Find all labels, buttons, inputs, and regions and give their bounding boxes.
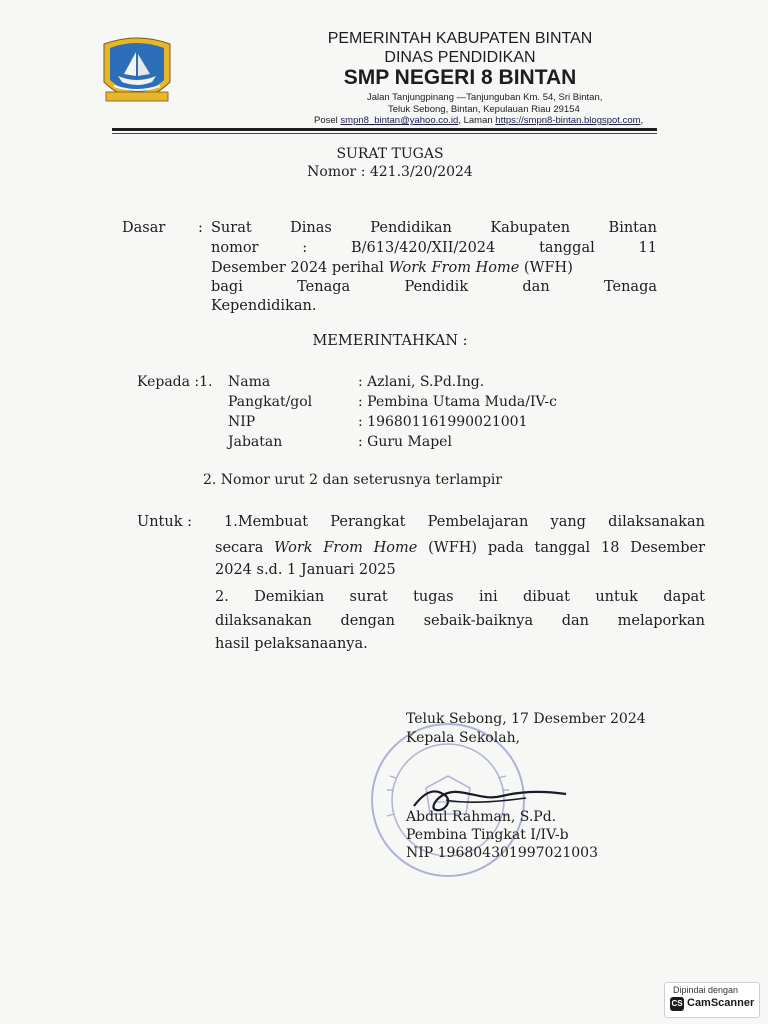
signatory-rank: Pembina Tingkat I/IV-b	[406, 827, 569, 843]
untuk-line-2	[215, 540, 705, 556]
field-value-nip: : 196801161990021001	[358, 414, 528, 430]
untuk-line-4: 2. Demikian surat tugas ini dibuat untuk dapat	[215, 589, 705, 605]
untuk-line-3: 2024 s.d. 1 Januari 2025	[215, 562, 396, 578]
website-link[interactable]: https://smpn8-bintan.blogspot.com	[495, 115, 641, 126]
letterhead-contact-line	[314, 115, 643, 126]
field-value-nama: : Azlani, S.Pd.Ing.	[358, 374, 485, 390]
untuk-line-5: dilaksanakan dengan sebaik-baiknya dan melaporkan	[215, 613, 705, 629]
untuk-line-2-pre: secara	[215, 540, 275, 556]
field-label-jabatan: Jabatan	[228, 434, 283, 450]
field-label-nip: NIP	[228, 414, 256, 430]
signature-place-date: Teluk Sebong, 17 Desember 2024	[406, 711, 646, 727]
dasar-line-5: Kependidikan.	[211, 298, 317, 314]
contact-suffix: ,	[640, 115, 644, 126]
dasar-label: Dasar	[122, 220, 166, 236]
untuk-line-2-italic: Work From Home	[274, 540, 418, 556]
dasar-colon: :	[198, 220, 203, 236]
untuk-line-2-post: (WFH) pada tanggal 18 Desember	[417, 540, 705, 556]
command-heading: MEMERINTAHKAN :	[312, 333, 468, 349]
dasar-line-3-pre: Desember 2024 perihal	[211, 260, 389, 276]
signature-position: Kepala Sekolah,	[406, 730, 521, 746]
document-number: Nomor : 421.3/20/2024	[307, 164, 473, 180]
dasar-line-3	[211, 260, 657, 276]
dasar-line-3-post: (WFH)	[519, 260, 573, 276]
signatory-name: Abdul Rahman, S.Pd.	[406, 809, 557, 825]
kepada-label: Kepada :1.	[137, 374, 213, 390]
letterhead-address-line1: Jalan Tanjungpinang —Tanjunguban Km. 54, Sri Bintan,	[367, 92, 603, 103]
dasar-line-3-italic: Work From Home	[388, 260, 520, 276]
dasar-line-2: nomor : B/613/420/XII/2024 tanggal 11	[211, 240, 657, 256]
field-value-jabatan: : Guru Mapel	[358, 434, 452, 450]
scanner-caption: Dipindai dengan	[673, 985, 739, 995]
field-label-nama: Nama	[228, 374, 271, 390]
document-title: SURAT TUGAS	[336, 146, 444, 162]
letterhead-address-line2: Teluk Sebong, Bintan, Kepulauan Riau 29154	[388, 104, 580, 115]
scanner-brand-name: CamScanner	[687, 997, 755, 1009]
letterhead-government: PEMERINTAH KABUPATEN BINTAN	[327, 30, 593, 47]
dasar-line-1: Surat Dinas Pendidikan Kabupaten Bintan	[211, 220, 657, 236]
untuk-label: Untuk :	[137, 514, 193, 530]
letterhead-school-name: SMP NEGERI 8 BINTAN	[343, 66, 577, 89]
dasar-line-4: bagi Tenaga Pendidik dan Tenaga	[211, 279, 657, 295]
district-logo-icon	[96, 30, 178, 112]
letterhead-department: DINAS PENDIDIKAN	[384, 49, 536, 66]
email-link[interactable]: smpn8_bintan@yahoo.co.id	[340, 115, 459, 126]
kepada-item-2: 2. Nomor urut 2 dan seterusnya terlampir	[203, 472, 503, 488]
letterhead-divider-thick	[112, 128, 657, 131]
contact-mid: , Laman	[458, 115, 496, 126]
untuk-line-6: hasil pelaksanaanya.	[215, 636, 368, 652]
signatory-nip: NIP 196804301997021003	[406, 845, 598, 861]
field-label-pangkat: Pangkat/gol	[228, 394, 313, 410]
camscanner-logo-icon: CS	[670, 997, 684, 1011]
letterhead-divider-thin	[112, 133, 657, 134]
untuk-line-1: 1.Membuat Perangkat Pembelajaran yang dilaksanakan	[224, 514, 705, 530]
contact-prefix: Posel	[314, 115, 341, 126]
field-value-pangkat: : Pembina Utama Muda/IV-c	[358, 394, 557, 410]
